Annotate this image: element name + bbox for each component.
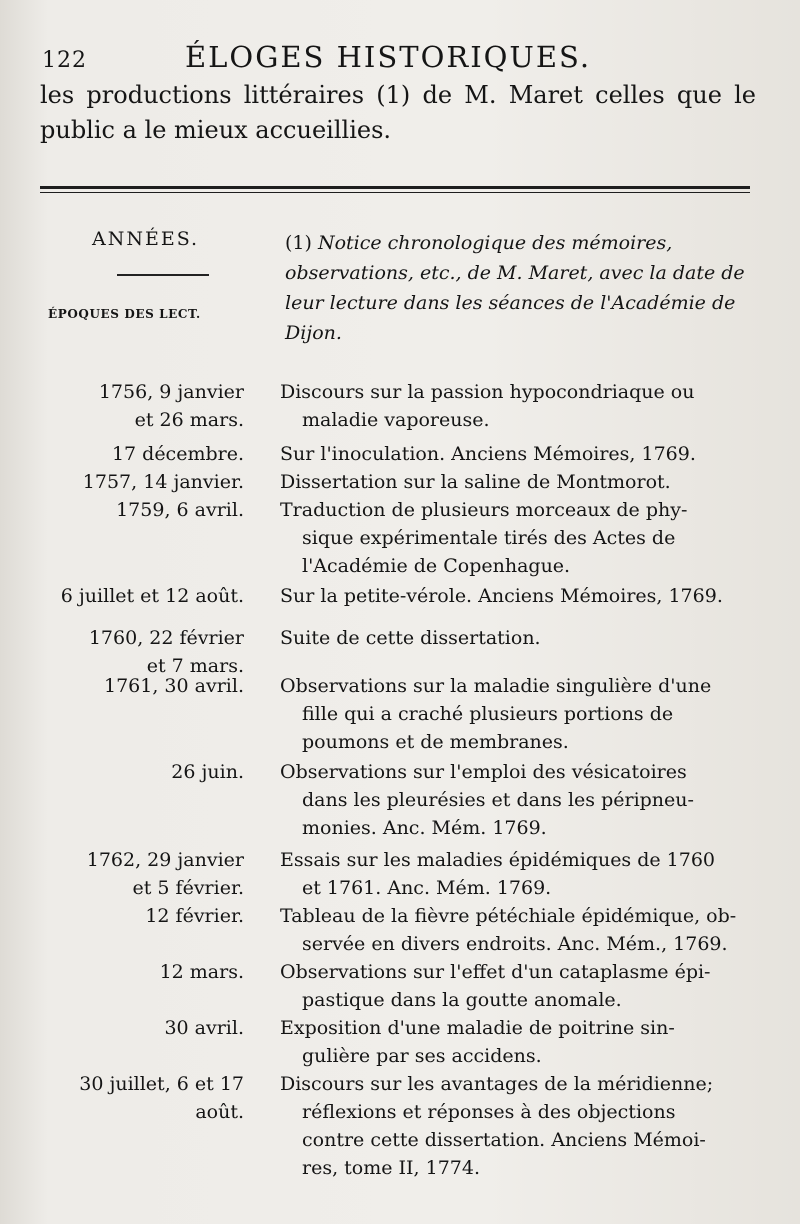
entry-description [280, 846, 756, 902]
entry-description [280, 1070, 756, 1182]
entry-description-line: Discours sur les avantages de la méridienne; [280, 1073, 714, 1095]
entry-description-line: Observations sur l'emploi des vésicatoires [280, 761, 687, 783]
entry-date [4, 378, 244, 434]
entry-description-line: Discours sur la passion hypocondriaque ou [280, 381, 695, 403]
footnote-marker: (1) [285, 232, 312, 254]
entry-description-line: Traduction de plusieurs morceaux de phy- [280, 499, 688, 521]
entry-date-line: 1759, 6 avril. [116, 499, 244, 521]
entry-date [4, 758, 244, 786]
entry-date [4, 440, 244, 468]
column-heading-divider [117, 274, 209, 276]
entry-date-line: 12 mars. [159, 961, 244, 983]
entry-date-line: 6 juillet et 12 août. [60, 585, 244, 607]
entry-description [280, 496, 756, 580]
entry-date [4, 958, 244, 986]
entry-description [280, 582, 756, 610]
entry-description-line: Sur la petite-vérole. Anciens Mémoires, 1769. [280, 585, 723, 607]
entry-date-line: 17 décembre. [111, 443, 244, 465]
entry-date-line: et 5 février. [132, 877, 244, 899]
entry-description-line: réflexions et réponses à des objections [302, 1101, 676, 1123]
entry-date [4, 672, 244, 700]
entry-description-line: res, tome II, 1774. [302, 1157, 481, 1179]
entry-description-line: Dissertation sur la saline de Montmorot. [280, 471, 671, 493]
entry-description-line: monies. Anc. Mém. 1769. [302, 817, 547, 839]
entry-description-line: maladie vaporeuse. [302, 409, 490, 431]
entry-date [4, 582, 244, 610]
entry-date-line: 1762, 29 janvier [86, 849, 244, 871]
entry-description [280, 378, 756, 434]
entry-date-line: 30 avril. [164, 1017, 244, 1039]
footnote-heading [285, 228, 755, 348]
entry-description-line: contre cette dissertation. Anciens Mémoi- [302, 1129, 706, 1151]
entry-date-line: août. [195, 1101, 244, 1123]
entry-date [4, 496, 244, 524]
entry-date-line: 1760, 22 février [88, 627, 244, 649]
entry-description-line: et 1761. Anc. Mém. 1769. [302, 877, 552, 899]
entry-description [280, 440, 756, 468]
entry-description [280, 1014, 756, 1070]
entry-date [4, 468, 244, 496]
page-header [40, 40, 760, 80]
entry-date [4, 846, 244, 902]
entry-description-line: Suite de cette dissertation. [280, 627, 541, 649]
column-heading-reading-dates: ÉPOQUES DES LECT. [48, 307, 201, 321]
intro-paragraph: les productions littéraires (1) de M. Maret celles que le public a le mieux accueillies. [40, 81, 756, 144]
entry-description [280, 672, 756, 756]
entry-date-line: 1761, 30 avril. [104, 675, 244, 697]
entry-date-line: 1756, 9 janvier [98, 381, 244, 403]
entry-date-line: et 7 mars. [146, 655, 244, 677]
column-heading-years: ANNÉES. [92, 228, 200, 250]
footnote-text: Notice chronologique des mémoires, observations, etc., de M. Maret, avec la date de leur lecture dans les séances de l'Académie de Dijon. [285, 232, 745, 344]
section-rule [40, 186, 750, 189]
entry-description [280, 624, 756, 652]
entry-date-line: 26 juin. [171, 761, 244, 783]
section-rule-thin [40, 192, 750, 193]
entry-description-line: Essais sur les maladies épidémiques de 1760 [280, 849, 716, 871]
entry-description-line: gulière par ses accidens. [302, 1045, 542, 1067]
entry-description-line: l'Académie de Copenhague. [302, 555, 571, 577]
entry-description [280, 902, 756, 958]
entry-description [280, 958, 756, 1014]
entry-date [4, 902, 244, 930]
page-number: 122 [42, 48, 87, 73]
entry-description-line: fille qui a craché plusieurs portions de [302, 703, 674, 725]
entry-description-line: Sur l'inoculation. Anciens Mémoires, 1769. [280, 443, 696, 465]
entry-description-line: Observations sur l'effet d'un cataplasme épi- [280, 961, 711, 983]
entry-date-line: 12 février. [145, 905, 244, 927]
entry-description-line: servée en divers endroits. Anc. Mém., 1769. [302, 933, 728, 955]
entry-description-line: Exposition d'une maladie de poitrine sin- [280, 1017, 675, 1039]
entry-description-line: Tableau de la fièvre pétéchiale épidémique, ob- [280, 905, 737, 927]
entry-description-line: sique expérimentale tirés des Actes de [302, 527, 676, 549]
entry-description-line: pastique dans la goutte anomale. [302, 989, 622, 1011]
entry-description-line: Observations sur la maladie singulière d'une [280, 675, 712, 697]
running-title: ÉLOGES HISTORIQUES. [185, 40, 592, 74]
entry-date-line: 1757, 14 janvier. [82, 471, 244, 493]
entry-description [280, 758, 756, 842]
entry-date [4, 1014, 244, 1042]
entry-description-line: dans les pleurésies et dans les péripneu- [302, 789, 694, 811]
entry-description-line: poumons et de membranes. [302, 731, 569, 753]
entry-date-line: et 26 mars. [134, 409, 244, 431]
entry-date-line: 30 juillet, 6 et 17 [79, 1073, 244, 1095]
entry-description [280, 468, 756, 496]
entry-date [4, 1070, 244, 1126]
